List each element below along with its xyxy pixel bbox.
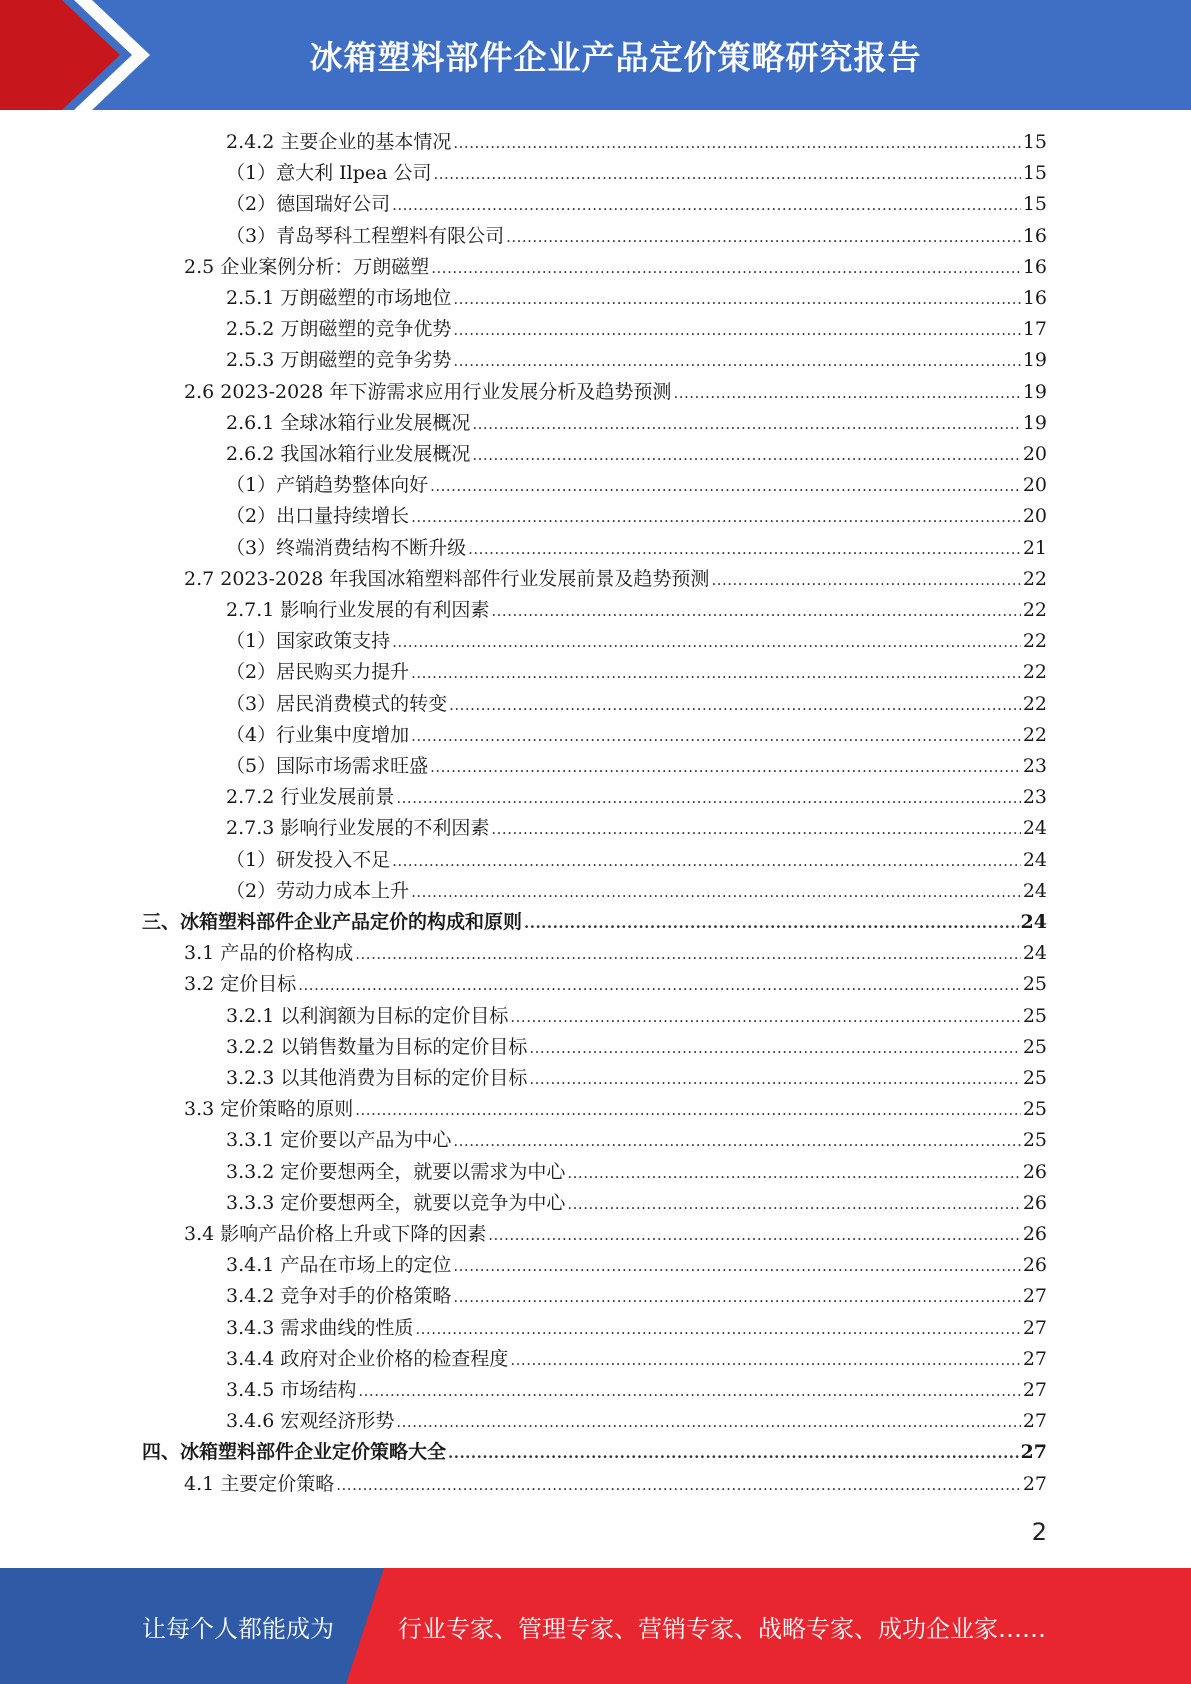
toc-entry-page: 22 <box>1022 630 1047 653</box>
toc-entry[interactable] <box>226 127 1047 158</box>
toc-entry[interactable] <box>184 1219 1047 1250</box>
toc-entry-title: （1）产销趋势整体向好 <box>226 474 429 497</box>
toc-dot-leader <box>472 439 1020 470</box>
toc-entry-page: 27 <box>1022 1316 1047 1339</box>
toc-entry[interactable] <box>184 969 1047 1000</box>
toc-entry-page: 25 <box>1022 1004 1047 1027</box>
toc-entry-title: 2.5 企业案例分析：万朗磁塑 <box>184 255 430 278</box>
toc-dot-leader <box>355 1094 1021 1125</box>
toc-entry[interactable] <box>226 876 1047 907</box>
toc-entry[interactable] <box>226 657 1047 688</box>
toc-entry-page: 22 <box>1022 692 1047 715</box>
toc-dot-leader <box>358 1375 1020 1406</box>
toc-entry[interactable] <box>226 533 1047 564</box>
toc-entry[interactable] <box>226 813 1047 844</box>
toc-dot-leader <box>453 1250 1020 1281</box>
toc-entry-page: 27 <box>1022 1285 1047 1308</box>
toc-entry-page: 27 <box>1022 1472 1047 1495</box>
toc-entry[interactable] <box>226 283 1047 314</box>
page-number: 2 <box>1031 1518 1047 1546</box>
toc-entry-title: 2.7.3 影响行业发展的不利因素 <box>226 817 490 840</box>
toc-entry-title: 3.3.3 定价要想两全，就要以竞争为中心 <box>226 1191 566 1214</box>
toc-entry-page: 22 <box>1022 599 1047 621</box>
toc-dot-leader <box>510 1344 1020 1375</box>
toc-entry[interactable] <box>226 439 1047 470</box>
toc-dot-leader <box>411 657 1021 688</box>
toc-entry-title: 3.2 定价目标 <box>184 973 297 996</box>
toc-entry-page: 15 <box>1022 193 1047 216</box>
toc-entry[interactable] <box>226 470 1047 501</box>
footer-slogan-left: 让每个人都能成为 <box>142 1614 334 1643</box>
toc-entry[interactable] <box>142 1437 1047 1468</box>
toc-entry-title: 3.4.4 政府对企业价格的检查程度 <box>226 1347 509 1370</box>
toc-entry[interactable] <box>226 720 1047 751</box>
toc-entry-page: 23 <box>1022 786 1047 809</box>
toc-entry-page: 17 <box>1022 318 1047 341</box>
toc-dot-leader <box>453 1281 1020 1312</box>
toc-entry-title: 2.5.2 万朗磁塑的竞争优势 <box>226 318 452 341</box>
page-header <box>0 0 1191 110</box>
toc-entry-title: 2.6 2023-2028 年下游需求应用行业发展分析及趋势预测 <box>184 380 672 403</box>
toc-entry[interactable] <box>226 595 1047 626</box>
toc-entry-title: （2）居民购买力提升 <box>226 661 410 684</box>
toc-dot-leader <box>392 626 1021 657</box>
toc-entry-title: 2.4.2 主要企业的基本情况 <box>226 131 452 153</box>
toc-dot-leader <box>711 564 1020 595</box>
toc-entry-page: 19 <box>1022 411 1047 434</box>
toc-dot-leader <box>529 1063 1020 1094</box>
toc-entry-title: （5）国际市场需求旺盛 <box>226 755 429 777</box>
report-title: 冰箱塑料部件企业产品定价策略研究报告 <box>309 37 922 77</box>
toc-entry-page: 24 <box>1022 817 1047 840</box>
toc-dot-leader <box>491 813 1020 844</box>
toc-dot-leader <box>336 1469 1021 1500</box>
toc-entry[interactable] <box>226 1250 1047 1281</box>
toc-entry[interactable] <box>226 1032 1047 1063</box>
toc-dot-leader <box>673 377 1020 408</box>
toc-dot-leader <box>567 1157 1020 1188</box>
toc-entry-page: 26 <box>1022 1223 1047 1245</box>
toc-entry-page: 23 <box>1022 755 1047 777</box>
toc-entry-title: （1）意大利 Ilpea 公司 <box>226 162 432 185</box>
toc-entry-page: 25 <box>1022 973 1047 996</box>
toc-entry[interactable] <box>226 1406 1047 1437</box>
toc-dot-leader <box>472 408 1020 439</box>
toc-entry[interactable] <box>184 252 1047 283</box>
toc-dot-leader <box>506 221 1021 252</box>
toc-dot-leader <box>430 751 1021 782</box>
toc-dot-leader <box>415 1313 1020 1344</box>
toc-entry[interactable] <box>226 1188 1047 1219</box>
toc-dot-leader <box>411 501 1021 532</box>
toc-entry-page: 19 <box>1022 349 1047 372</box>
toc-entry-page: 15 <box>1022 131 1047 153</box>
toc-entry-page: 16 <box>1022 224 1047 247</box>
toc-entry[interactable] <box>226 751 1047 782</box>
toc-entry[interactable] <box>184 938 1047 969</box>
toc-entry[interactable] <box>226 1063 1047 1094</box>
toc-entry[interactable] <box>184 1469 1047 1500</box>
toc-entry-title: （1）国家政策支持 <box>226 630 391 653</box>
toc-entry-page: 21 <box>1022 536 1047 559</box>
toc-entry[interactable] <box>226 1313 1047 1344</box>
toc-entry-page: 25 <box>1022 1067 1047 1089</box>
toc-dot-leader <box>411 876 1021 907</box>
toc-entry[interactable] <box>226 845 1047 876</box>
toc-dot-leader <box>510 1001 1020 1032</box>
toc-entry-page: 20 <box>1022 474 1047 497</box>
toc-entry-page: 20 <box>1022 505 1047 528</box>
toc-entry-title: 3.2.1 以利润额为目标的定价目标 <box>226 1004 509 1027</box>
toc-entry-page: 16 <box>1022 287 1047 309</box>
toc-entry[interactable] <box>226 689 1047 720</box>
toc-entry-title: （1）研发投入不足 <box>226 848 391 871</box>
toc-entry[interactable] <box>226 221 1047 252</box>
toc-dot-leader <box>392 845 1021 876</box>
toc-entry-title: （4）行业集中度增加 <box>226 723 410 746</box>
toc-entry[interactable] <box>226 189 1047 220</box>
toc-entry-title: 3.4.5 市场结构 <box>226 1379 357 1401</box>
toc-entry[interactable] <box>226 626 1047 657</box>
toc-entry-title: 2.6.1 全球冰箱行业发展概况 <box>226 411 471 434</box>
toc-entry-page: 24 <box>1022 879 1047 902</box>
toc-entry[interactable] <box>184 377 1047 408</box>
toc-entry-page: 24 <box>1020 911 1047 933</box>
toc-dot-leader <box>430 470 1021 501</box>
toc-entry-title: （3）终端消费结构不断升级 <box>226 536 467 559</box>
toc-dot-leader <box>411 720 1021 751</box>
toc-dot-leader <box>431 252 1021 283</box>
toc-entry-page: 27 <box>1022 1410 1047 1433</box>
footer-slogan-right: 行业专家、管理专家、营销专家、战略专家、成功企业家…… <box>398 1614 1046 1643</box>
toc-dot-leader <box>433 158 1020 189</box>
toc-entry-page: 22 <box>1022 723 1047 746</box>
toc-entry[interactable] <box>226 1375 1047 1406</box>
toc-entry-page: 25 <box>1022 1098 1047 1121</box>
toc-entry-page: 27 <box>1022 1379 1047 1401</box>
toc-entry[interactable] <box>226 1344 1047 1375</box>
toc-entry[interactable] <box>226 1157 1047 1188</box>
toc-entry-title: （2）劳动力成本上升 <box>226 879 410 902</box>
toc-dot-leader <box>396 782 1020 813</box>
toc-dot-leader <box>453 1125 1020 1156</box>
toc-entry-title: （3）居民消费模式的转变 <box>226 692 448 715</box>
toc-dot-leader <box>453 127 1020 158</box>
toc-entry-title: （2）德国瑞好公司 <box>226 193 391 216</box>
toc-entry-title: 3.3.2 定价要想两全，就要以需求为中心 <box>226 1160 566 1183</box>
toc-dot-leader <box>491 595 1020 626</box>
toc-entry-title: 3.2.3 以其他消费为目标的定价目标 <box>226 1067 528 1089</box>
toc-entry-title: 3.3 定价策略的原则 <box>184 1098 354 1121</box>
toc-entry-title: （2）出口量持续增长 <box>226 505 410 528</box>
toc-entry[interactable] <box>226 1125 1047 1156</box>
toc-dot-leader <box>453 283 1020 314</box>
toc-dot-leader <box>488 1219 1021 1250</box>
toc-dot-leader <box>453 314 1020 345</box>
toc-entry[interactable] <box>226 1001 1047 1032</box>
toc-entry-title: 三、冰箱塑料部件企业产品定价的构成和原则 <box>142 911 523 933</box>
toc-entry[interactable] <box>226 408 1047 439</box>
toc-entry-page: 15 <box>1022 162 1047 185</box>
toc-entry-title: 3.1 产品的价格构成 <box>184 942 354 965</box>
toc-entry-page: 25 <box>1022 1035 1047 1058</box>
toc-dot-leader <box>529 1032 1020 1063</box>
toc-entry[interactable] <box>184 1094 1047 1125</box>
toc-dot-leader <box>449 689 1021 720</box>
toc-entry[interactable] <box>226 314 1047 345</box>
toc-entry-title: 3.3.1 定价要以产品为中心 <box>226 1129 452 1152</box>
toc-entry-page: 19 <box>1022 380 1047 403</box>
toc-entry-page: 25 <box>1022 1129 1047 1152</box>
toc-entry-page: 26 <box>1022 1254 1047 1277</box>
toc-dot-leader <box>468 533 1021 564</box>
toc-entry[interactable] <box>226 782 1047 813</box>
toc-entry-title: 2.7.2 行业发展前景 <box>226 786 395 809</box>
toc-entry-title: 2.7 2023-2028 年我国冰箱塑料部件行业发展前景及趋势预测 <box>184 567 710 590</box>
toc-entry-title: 2.5.1 万朗磁塑的市场地位 <box>226 287 452 309</box>
toc-entry-page: 16 <box>1022 255 1047 278</box>
toc-dot-leader <box>392 189 1021 220</box>
toc-entry-page: 20 <box>1022 443 1047 465</box>
toc-dot-leader <box>448 1437 1019 1468</box>
toc-entry[interactable] <box>184 564 1047 595</box>
toc-entry-page: 27 <box>1022 1347 1047 1370</box>
toc-entry-title: 3.2.2 以销售数量为目标的定价目标 <box>226 1035 528 1058</box>
toc-entry-title: 3.4.6 宏观经济形势 <box>226 1410 395 1433</box>
toc-entry-page: 22 <box>1022 661 1047 684</box>
toc-dot-leader <box>396 1406 1020 1437</box>
toc-entry[interactable] <box>142 907 1047 938</box>
toc-entry-title: 3.4.1 产品在市场上的定位 <box>226 1254 452 1277</box>
toc-entry[interactable] <box>226 1281 1047 1312</box>
toc-entry-title: 2.7.1 影响行业发展的有利因素 <box>226 599 490 621</box>
toc-dot-leader <box>355 938 1021 969</box>
toc-entry-page: 24 <box>1022 942 1047 965</box>
toc-dot-leader <box>567 1188 1020 1219</box>
toc-entry-page: 27 <box>1020 1441 1047 1464</box>
toc-dot-leader <box>298 969 1021 1000</box>
toc-entry-page: 22 <box>1022 567 1047 590</box>
toc-entry-title: 4.1 主要定价策略 <box>184 1472 335 1495</box>
page-footer <box>0 1568 1191 1684</box>
toc-entry[interactable] <box>226 501 1047 532</box>
toc-entry[interactable] <box>226 158 1047 189</box>
toc-entry-title: 3.4 影响产品价格上升或下降的因素 <box>184 1223 487 1245</box>
toc-entry-page: 26 <box>1022 1160 1047 1183</box>
toc-entry-title: 2.6.2 我国冰箱行业发展概况 <box>226 443 471 465</box>
toc-entry-title: 3.4.3 需求曲线的性质 <box>226 1316 414 1339</box>
toc-entry[interactable] <box>226 345 1047 376</box>
toc-entry-title: 3.4.2 竞争对手的价格策略 <box>226 1285 452 1308</box>
toc-entry-page: 24 <box>1022 848 1047 871</box>
toc-dot-leader <box>453 345 1020 376</box>
arrow-chevron-icon <box>0 0 200 110</box>
toc-entry-page: 26 <box>1022 1191 1047 1214</box>
toc-entry-title: 2.5.3 万朗磁塑的竞争劣势 <box>226 349 452 372</box>
toc-dot-leader <box>524 907 1019 938</box>
toc-entry-title: 四、冰箱塑料部件企业定价策略大全 <box>142 1441 447 1464</box>
toc-entry-title: （3）青岛琴科工程塑料有限公司 <box>226 224 505 247</box>
